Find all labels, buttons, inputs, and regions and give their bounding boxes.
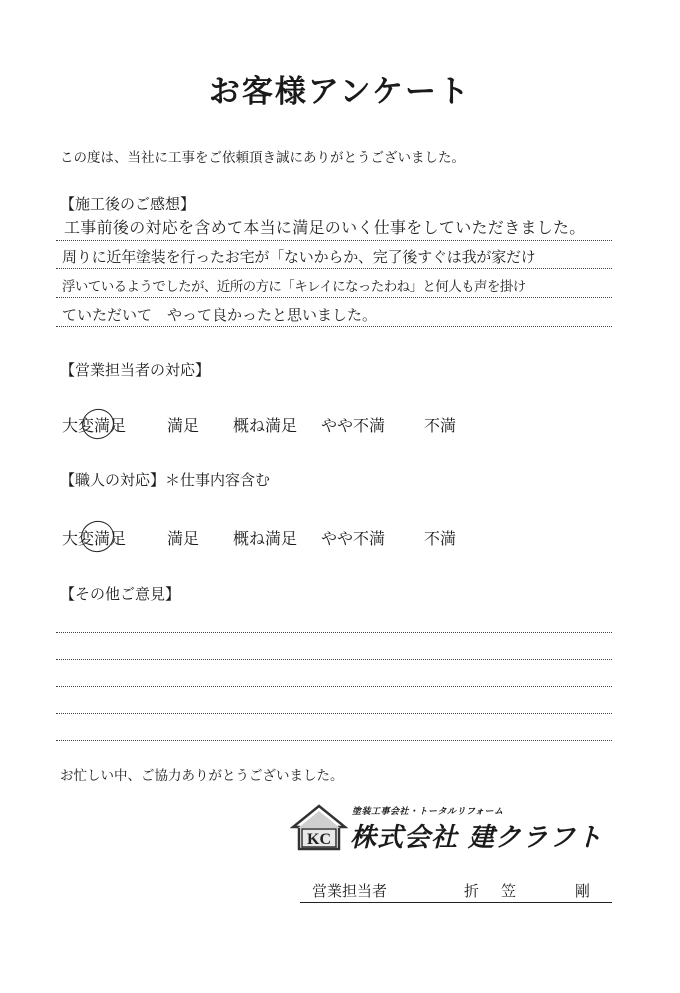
ruled-line	[56, 632, 612, 633]
impression-line-2: 周りに近年塗装を行ったお宅が「ないからか、完了後すぐは我が家だけ	[62, 248, 536, 266]
craftsman-option-very-satisfied[interactable]: 大変満足	[62, 529, 127, 548]
craftsman-option-slightly-dissatisfied[interactable]: やや不満	[321, 529, 386, 548]
ruled-line	[56, 240, 612, 241]
signature-underline	[300, 902, 612, 903]
sales-option-mostly-satisfied[interactable]: 概ね満足	[233, 416, 298, 435]
page-title: お客様アンケート	[208, 74, 472, 110]
craftsman-rating-options	[0, 526, 680, 550]
ruled-line	[56, 297, 612, 298]
staff-label: 営業担当者	[312, 882, 388, 900]
sales-option-dissatisfied[interactable]: 不満	[424, 416, 457, 435]
ruled-line	[56, 268, 612, 269]
company-logo	[290, 803, 605, 851]
craftsman-rating-heading: 【職人の対応】＊仕事内容含む	[60, 471, 271, 489]
logo-initials: KC	[307, 831, 331, 848]
impression-line-1: 工事前後の対応を含めて本当に満足のいく仕事をしていただきました。	[64, 218, 586, 237]
craftsman-option-dissatisfied[interactable]: 不満	[424, 529, 457, 548]
selected-circle-mark	[79, 405, 118, 442]
other-opinions-heading: 【その他ご意見】	[60, 585, 181, 603]
sales-rating-heading: 【営業担当者の対応】	[60, 361, 211, 379]
company-tagline: 塗装工事会社・トータルリフォーム	[352, 807, 504, 817]
house-logo-icon	[290, 803, 348, 851]
ruled-line	[56, 659, 612, 660]
staff-name: 折笠 剛	[464, 882, 613, 900]
sales-option-slightly-dissatisfied[interactable]: やや不満	[321, 416, 386, 435]
sales-option-satisfied[interactable]: 満足	[167, 416, 200, 435]
ruled-line	[56, 740, 612, 741]
company-name: 株式会社 建クラフト	[350, 823, 604, 853]
selected-circle-mark	[78, 517, 118, 555]
impressions-heading: 【施工後のご感想】	[60, 195, 196, 213]
sales-option-very-satisfied[interactable]: 大変満足	[62, 416, 127, 435]
closing-text: お忙しい中、ご協力ありがとうございました。	[60, 768, 344, 784]
impression-line-4: ていただいて やって良かったと思いました。	[62, 306, 378, 324]
craftsman-option-mostly-satisfied[interactable]: 概ね満足	[233, 529, 298, 548]
ruled-line	[56, 686, 612, 687]
intro-text: この度は、当社に工事をご依頼頂き誠にありがとうございました。	[60, 150, 465, 166]
sales-rating-options	[0, 413, 680, 437]
ruled-line	[56, 713, 612, 714]
ruled-line	[56, 326, 612, 327]
impression-line-3: 浮いているようでしたが、近所の方に「キレイになったわね」と何人も声を掛け	[62, 279, 526, 295]
craftsman-option-satisfied[interactable]: 満足	[167, 529, 200, 548]
